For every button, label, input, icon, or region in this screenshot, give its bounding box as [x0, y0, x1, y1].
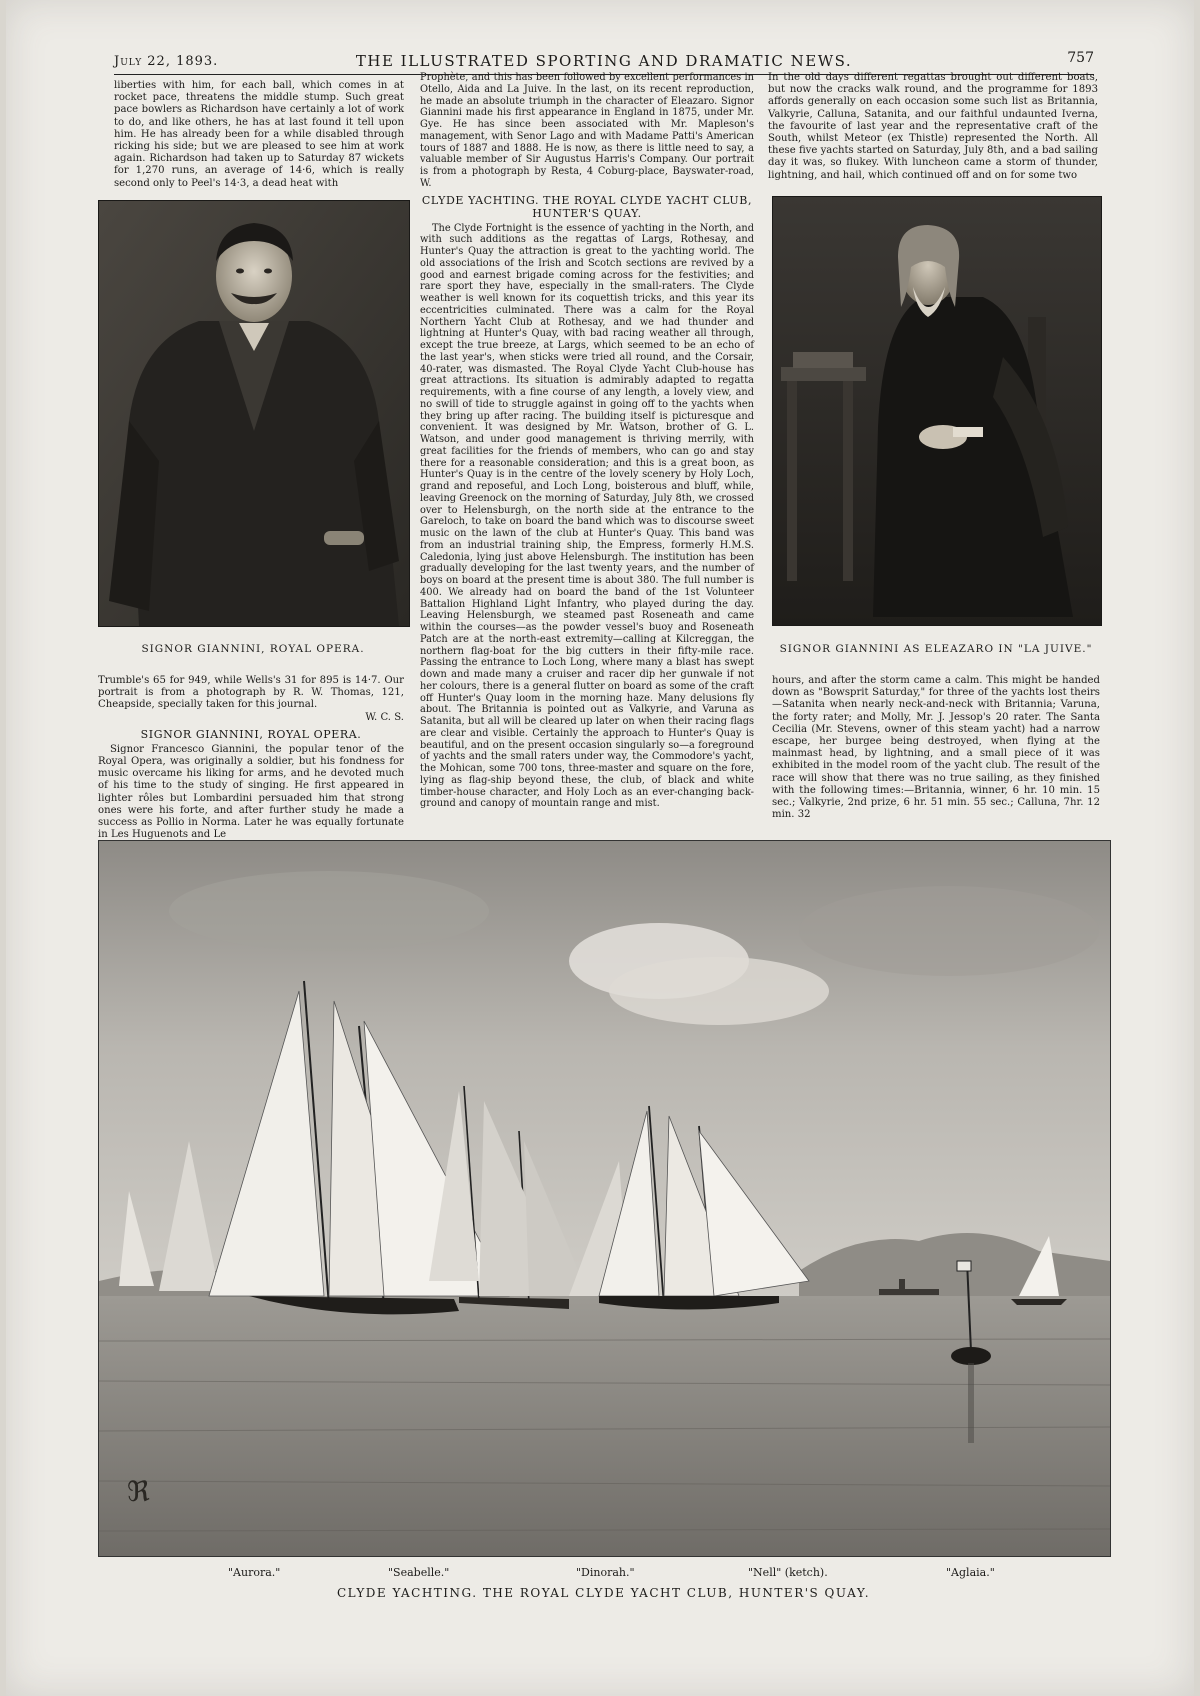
paragraph: The Clyde Fortnight is the essence of yachting in the North, and with such additions as the regattas of Largs, Rothesay, and Hunter's Quay the attraction is great to the yachting world. The old associations of the Irish and Scotch sections are revived by a good and earnest brigade coming across for the festivities; and rare sport they have, especially in the small-raters. The Clyde weather is well known for its coquettish tricks, and this year its eccentricities culminated. There was a calm for the Royal Northern Yacht Club at Rothesay, and we had thunder and lightning at Hunter's Quay, with bad racing weather all through, except the true breeze, at Largs, which seemed to be an echo of the last year's, when sticks were tried all round, and the Corsair, 40-rater, was dismasted. The Royal Clyde Yacht Club-house has great attractions. Its situation is admirably adapted to regatta requirements, with a fine course of any length, a lovely view, and no swill of tide to struggle against in going off to the yachts when they bring up after racing. The building itself is picturesque and convenient. It was designed by Mr. Watson, brother of G. L. Watson, and under good management is thriving merrily, with great facilities for the friends of members, who can go and stay there for a reasonable consideration; and this is a great boon, as Hunter's Quay is in the centre of the lovely scenery by Holy Loch, grand and reposeful, and Loch Long, boisterous and bluff, while, leaving Greenock on the morning of Saturday, July 8th, we crossed over to Helensburgh, on the north side at the entrance to the Gareloch, to take on board the band which was to discourse sweet music on the lawn of the club at Hunter's Quay. This band was from an industrial training ship, the Empress, formerly H.M.S. Caledonia, lying just above Helensburgh. The institution has been gradually developing for the last twenty years, and the number of boys on board at the present time is about 380. The full number is 400. We already had on board the band of the 1st Volunteer Battalion Highland Light Infantry, who played during the day. Leaving Helensburgh, we steamed past Roseneath and came within the courses—as the powder vessel's buoy and Roseneath Patch are at the north-east extremity—calling at Kilcreggan, the northern flag-boat for the big cutters in their fifty-mile race. Passing the entrance to Loch Long, where many a blast has swept down and made many a cruiser and racer dip her gunwale if not her colours, there is a general flutter on board as some of the craft off Hunter's Quay loom in the morning haze. Many delusions fly about. The Britannia is pointed out as Valkyrie, and Varuna as Satanita, but all will be cleared up later on when their racing flags are clear and visible. Certainly the approach to Hunter's Quay is beautiful, and on the present occasion singularly so—a foreground of yachts and the small raters under way, the Commodore's yacht, the Mohican, some 700 tons, three-master and square on the fore, lying as flag-ship beyond these, the club, of black and white timber-house character, and Holy Loch as an ever-changing back-ground and canopy of mountain range and mist.: [420, 222, 754, 810]
column-3-bottom: [772, 675, 1100, 835]
paragraph: liberties with him, for each ball, which comes in at rocket pace, threatens the middle stump. Such great pace bowlers as Richardson have certainly a lot of work to do, and like others, he has at last found it tell upon him. He has already been for a while disabled through ricking his side; but we are pleased to see him at work again. Richardson had taken up to Saturday 87 wickets for 1,270 runs, an average of 14·6, which is really second only to Peel's 14·3, a dead heat with: [114, 80, 404, 189]
yacht-label-aglaia: "Aglaia.": [946, 1566, 995, 1579]
column-2: [420, 72, 754, 834]
newspaper-page: [6, 0, 1194, 1696]
yacht-label-seabelle: "Seabelle.": [388, 1566, 450, 1579]
yacht-label-nell: "Nell" (ketch).: [748, 1566, 828, 1579]
section-heading: SIGNOR GIANNINI, ROYAL OPERA.: [140, 727, 362, 741]
publication-title: THE ILLUSTRATED SPORTING AND DRAMATIC NEWS.: [355, 52, 853, 70]
portrait-photo-eleazaro: [772, 196, 1102, 626]
yacht-label-aurora: "Aurora.": [228, 1566, 281, 1579]
caption-portrait-right: SIGNOR GIANNINI AS ELEAZARO IN "LA JUIVE.": [779, 643, 1093, 655]
paragraph: Trumble's 65 for 949, while Wells's 31 for 895 is 14·7. Our portrait is from a photograph by R. W. Thomas, 121, Cheapside, specially taken for this journal.: [98, 675, 404, 711]
author-initials: W. C. S.: [365, 711, 404, 723]
paragraph: Prophète, and this has been followed by excellent performances in Otello, Aida and La Juive. In the last, on its recent reproduction, he made an absolute triumph in the character of Eleazaro. Signor Giannini made his first appearance in England in 1875, under Mr. Gye. He has since been associated with Mr. Mapleson's management, with Senor Lago and with Madame Patti's American tours of 1887 and 1888. He is now, as there is little need to say, a valuable member of Sir Augustus Harris's Company. Our portrait is from a photograph by Resta, 4 Coburg-place, Bayswater-road, W.: [420, 72, 754, 189]
yachting-engraving: [98, 840, 1111, 1557]
masthead: [114, 44, 1094, 75]
portrait-photo-giannini: [98, 200, 410, 627]
issue-date: July 22, 1893.: [114, 54, 219, 69]
plate-caption: CLYDE YACHTING. THE ROYAL CLYDE YACHT CLUB, HUNTER'S QUAY.: [336, 1586, 871, 1600]
svg-text:ℜ: ℜ: [127, 1475, 150, 1508]
caption-portrait-left: SIGNOR GIANNINI, ROYAL OPERA.: [141, 643, 365, 655]
column-1-top: [114, 80, 404, 195]
paragraph: Signor Francesco Giannini, the popular tenor of the Royal Opera, was originally a soldier, but his fondness for music overcame his liking for arms, and he devoted much of his time to the study of singing. He first appeared in lighter rôles but Lombardini persuaded him that strong ones were his forte, and after further study he made a success as Pollio in Norma. Later he was equally fortunate in Les Huguenots and Le: [98, 743, 404, 841]
yacht-name-labels: [98, 1566, 1109, 1582]
yacht-label-dinorah: "Dinorah.": [576, 1566, 635, 1579]
column-1-bottom: [98, 675, 404, 841]
page-number: 757: [1067, 50, 1094, 66]
section-heading: CLYDE YACHTING. THE ROYAL CLYDE YACHT CLUB, HUNTER'S QUAY.: [421, 193, 753, 220]
paragraph: In the old days different regattas brought out different boats, but now the cracks walk round, and the programme for 1893 affords generally on each occasion some such list as Britannia, Valkyrie, Calluna, Satanita, and our faithful undaunted Iverna, the favourite of last year and the representative craft of the South, whilst Meteor (ex Thistle) represented the North. All these five yachts started on Saturday, July 8th, and a bad sailing day it was, so flukey. With luncheon came a storm of thunder, lightning, and hail, which continued off and on for some two: [768, 72, 1098, 181]
column-3-top: [768, 72, 1098, 187]
paragraph: hours, and after the storm came a calm. This might be handed down as "Bowsprit Saturday," for three of the yachts lost theirs —Satanita when nearly neck-and-neck with Britannia; Varuna, the forty rater; and Molly, Mr. J. Jessop's 20 rater. The Santa Cecilia (Mr. Stevens, owner of this steam yacht) had a narrow escape, her burgee being destroyed, when flying at the mainmast head, by lightning, and a small piece of it was exhibited in the model room of the yacht club. The result of the race will show that there was no true sailing, as they finished with the following times:—Britannia, winner, 6 hr. 10 min. 15 sec.; Valkyrie, 2nd prize, 6 hr. 51 min. 55 sec.; Calluna, 7hr. 12 min. 32: [772, 675, 1100, 821]
